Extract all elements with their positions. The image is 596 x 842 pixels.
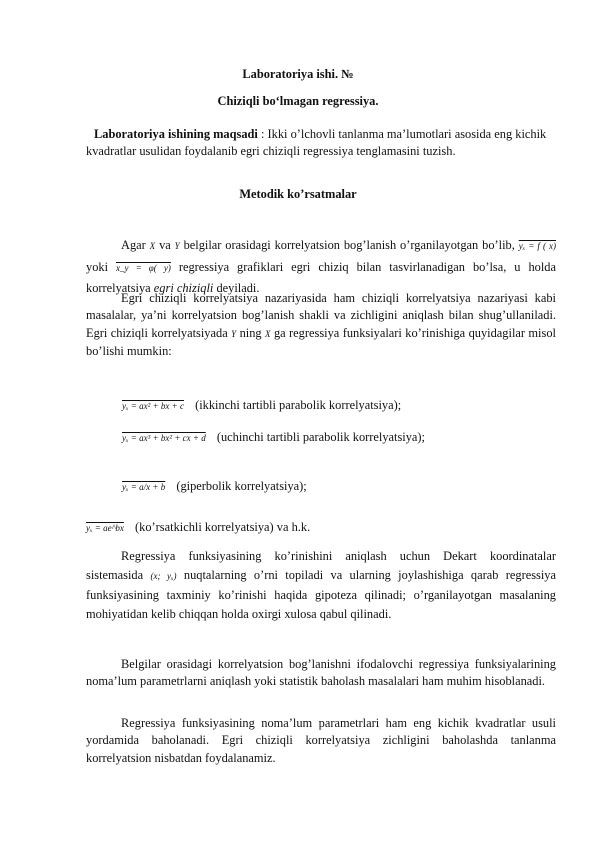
math-x: X	[149, 241, 156, 251]
aim-paragraph	[86, 126, 556, 161]
paragraph-2: Egri chiziqli korrelyatsiya nazariyasida ham chiziqli korrelyatsiya nazariyasi kabi masalalar, ya’ni korrelyatsion bog’lanish shakli va zichligini aniqlash bilan shug’ullaniladi. Egri chiziqli korrelyatsiyada Y ning X ga regressiya funksiyalari ko’rinishiga quyidagilar misol bo’lishi mumkin:	[86, 291, 556, 358]
formula-parabolic-2: yₓ = ax² + bx + c	[122, 401, 184, 411]
math-points: (x; yₓ)	[150, 571, 177, 581]
math-xy-phiy: x_y = φ( y)	[116, 262, 171, 273]
aim-label: Laboratoriya ishining maqsadi	[94, 127, 258, 141]
paragraph-4: Belgilar orasidagi korrelyatsion bog’lanishni ifodalovchi regressiya funksiyalarining noma’lum parametrlarni aniqlash yoki statistik baholash masalalari ham muhim hisoblanadi.	[86, 657, 556, 689]
formula-row-2: yₓ = ax³ + bx² + cx + d (uchinchi tartibli parabolik korrelyatsiya);	[122, 430, 426, 444]
formula-row-1: yₓ = ax² + bx + c (ikkinchi tartibli parabolik korrelyatsiya);	[122, 398, 402, 412]
math-yx-fx: yₓ = f ( x)	[518, 241, 556, 251]
aim-text: : Ikki o’lchovli tanlanma ma’lumotlari asosida eng kichik kvadratlar usulidan foydalanib egri chiziqli regressiya tenglamasini tuzish.	[86, 127, 547, 159]
formula-row-4: yₓ = ae^bx (ko’rsatkichli korrelyatsiya) va h.k.	[86, 520, 311, 534]
formula-parabolic-3: yₓ = ax³ + bx² + cx + d	[122, 433, 206, 443]
doc-subtitle: Chiziqli bo‘lmagan regressiya.	[217, 94, 379, 108]
section-heading: Metodik ko’rsatmalar	[239, 187, 357, 201]
emphasis-egri-chiziqli: egri chiziqli	[153, 281, 214, 295]
formula-row-3: yₓ = a/x + b (giperbolik korrelyatsiya);	[122, 479, 307, 493]
doc-title: Laboratoriya ishi. №	[242, 67, 354, 81]
paragraph-3: Regressiya funksiyasining ko’rinishini aniqlash uchun Dekart koordinatalar sistemasida (x; yₓ) nuqtalarning o’rni topiladi va ularning joylashishiga qarab regressiya funksiyasining taxminiy ko’rinishi haqida gipoteza qilinadi; o’rganilayotgan masalaning mohiyatidan kelib chiqqan holda oxirgi xulosa qabul qilinadi.	[86, 549, 557, 621]
paragraph-5: Regressiya funksiyasining noma’lum parametrlari ham eng kichik kvadratlar usuli yordamida baholanadi. Egri chiziqli korrelyatsiya zichligini baholashda tanlanma korrelyatsion nisbatdan foydalanamiz.	[86, 716, 556, 765]
math-y: Y	[174, 241, 180, 251]
formula-hyperbolic: yₓ = a/x + b	[122, 482, 166, 492]
paragraph-1: Agar X va Y belgilar orasidagi korrelyatsion bog’lanish o’rganilayotgan bo’lib, yₓ = f ( x) yoki x_y = φ( y) regressiya grafiklari egri chiziq bilan tasvirlanadigan bo’lsa, u holda korrelyatsiya egri chiziqli deyiladi.	[86, 238, 556, 295]
formula-exponential: yₓ = ae^bx	[86, 523, 124, 533]
